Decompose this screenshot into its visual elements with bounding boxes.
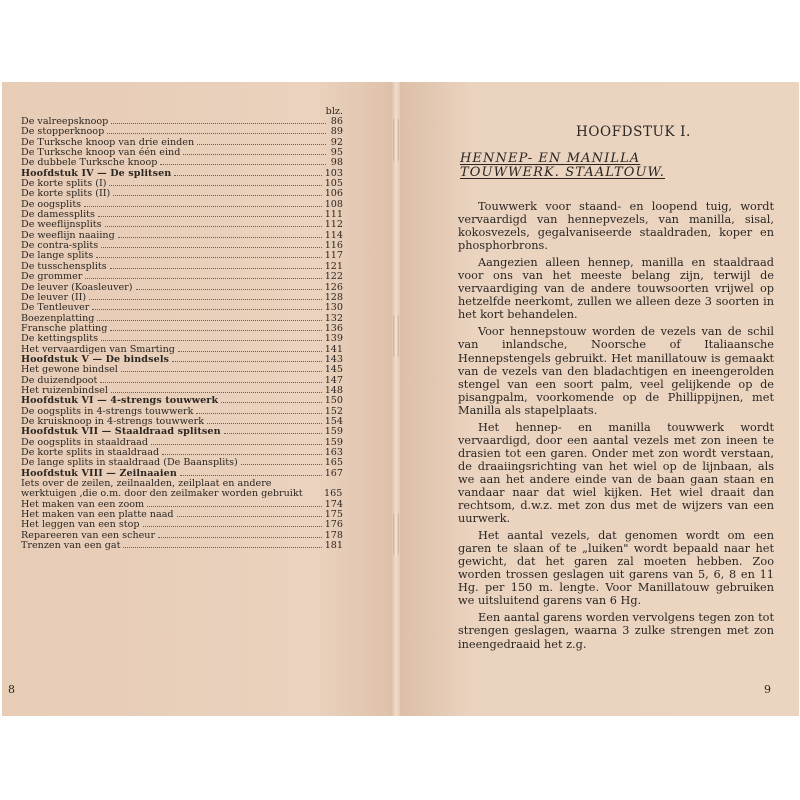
subtitle-line: HENNEP- EN MANILLA	[460, 151, 641, 166]
toc-entry-page: 111	[324, 209, 343, 221]
toc-entry-title: De stopperknoop	[21, 126, 105, 138]
toc-entry-title: De Turksche knoop van één eind	[21, 147, 181, 159]
toc-entry-page: 150	[324, 395, 343, 407]
toc-entry-page: 139	[324, 333, 343, 345]
toc-dot-leader	[118, 237, 322, 238]
toc-entry-page: 154	[324, 415, 343, 427]
toc-entry-page: 148	[324, 384, 343, 396]
toc-entry-title: Het ruizenbindsel	[21, 384, 108, 396]
toc-entry-title: De lange splits	[21, 250, 94, 262]
toc-entry-page: 116	[324, 240, 343, 252]
toc-dot-leader	[151, 444, 322, 445]
toc-dot-leader	[123, 547, 321, 548]
toc-dot-leader	[100, 382, 321, 383]
toc-dot-leader	[110, 268, 322, 269]
toc-entry	[21, 334, 343, 344]
toc-entry-title: Trenzen van een gat	[21, 540, 121, 552]
toc-entry-page: 143	[324, 353, 343, 365]
toc-entry-page: 117	[324, 250, 343, 262]
toc-dot-leader	[180, 475, 322, 476]
toc-entry-title: De leuver (II)	[21, 291, 87, 303]
toc-entry-page: 176	[324, 519, 343, 531]
toc-dot-leader	[172, 361, 322, 362]
toc-entry-page: 145	[324, 364, 343, 376]
toc-dot-leader	[178, 351, 322, 352]
toc-dot-leader	[109, 185, 321, 186]
toc-entry-title: Hoofdstuk V — De bindsels	[21, 353, 170, 365]
toc-entry-title: De oogsplits in 4-strengs touwwerk	[21, 405, 194, 417]
toc-dot-leader	[143, 526, 322, 527]
page-number-left: 8	[8, 683, 15, 696]
toc-dot-leader	[85, 278, 321, 279]
toc-entry-title: Boezenplatting	[21, 312, 95, 324]
toc-entry-title: De oogsplits in staaldraad	[21, 436, 149, 448]
toc-dot-leader	[162, 454, 322, 455]
toc-entry-title: De Tentleuver	[21, 302, 90, 314]
toc-entry-page: 130	[324, 302, 343, 314]
toc-dot-leader	[224, 433, 322, 434]
toc-entry-title: Hoofdstuk VIII — Zeilnaaien	[21, 467, 177, 479]
toc-entry-page: 92	[330, 136, 343, 148]
chapter-subtitle	[460, 152, 755, 180]
toc-entry-page: 122	[324, 271, 343, 283]
table-of-contents	[21, 107, 343, 551]
toc-entry-title: Hoofdstuk IV — De splitsen	[21, 167, 172, 179]
toc-dot-leader	[92, 309, 321, 310]
toc-dot-leader	[107, 133, 326, 134]
toc-entry-page: 89	[330, 126, 343, 138]
toc-entry-title: Het maken van een platte naad	[21, 509, 174, 521]
toc-dot-leader	[158, 537, 322, 538]
right-page	[400, 82, 799, 716]
toc-dot-leader	[136, 289, 322, 290]
toc-entry-title: De damessplits	[21, 209, 95, 221]
toc-entry-title: De korte splits in staaldraad	[21, 447, 160, 458]
toc-entry-page: 141	[324, 343, 343, 355]
toc-dot-leader	[84, 206, 322, 207]
toc-dot-leader	[98, 216, 322, 217]
toc-entry-page: 132	[324, 312, 343, 324]
paragraph: Het aantal vezels, dat genomen wordt om een garen te slaan of te „luiken" wordt bepaald naar het gewicht, dat het garen zal moeten hebben. Zoo worden trossen geslagen uit garens van 5, 6, 8 en 11 Hg. per 150 m. lengte. Voor Manillatouw gebruiken we uitsluitend garens van 6 Hg.	[458, 529, 774, 608]
toc-dot-leader	[110, 330, 321, 331]
toc-entry-title: Het gewone bindsel	[21, 364, 118, 376]
toc-entry-title: Fransche platting	[21, 322, 108, 334]
toc-dot-leader	[177, 516, 322, 517]
toc-entry-title: De Turksche knoop van drie einden	[21, 136, 195, 148]
paragraph: Voor hennepstouw worden de vezels van de schil van inlandsche, Noorsche of Italiaansche Hennepstengels gebruikt. Het manillatouw is gemaakt van de vezels van den bladachtigen en ineengerolden stengel van een soort palm, veel gelijkende op de pisangpalm, voorkomende op de Phillippijnen, met Manilla als stapelplaats.	[458, 325, 774, 417]
binding-stitch	[393, 118, 399, 162]
toc-entry-page: 112	[324, 219, 343, 231]
toc-dot-leader	[160, 164, 326, 165]
paragraph: Aangezien alleen hennep, manilla en staaldraad voor ons van het meeste belang zijn, terwijl de vervaardiging van de andere touwsoorten vrijwel op hetzelfde neerkomt, zullen we alleen deze 3 soorten in het kort behandelen.	[458, 256, 774, 322]
toc-dot-leader	[111, 123, 326, 124]
toc-dot-leader	[241, 464, 322, 465]
toc-entry-page: 105	[324, 178, 343, 190]
toc-entry-page: 103	[324, 167, 343, 179]
left-page	[2, 82, 394, 716]
toc-entry	[21, 303, 343, 313]
toc-entry-page: 98	[330, 157, 343, 169]
toc-entry-title: De contra-splits	[21, 240, 99, 252]
toc-entry-page: 95	[330, 147, 343, 159]
toc-entry-page: 121	[324, 260, 343, 272]
binding-stitch	[393, 512, 399, 556]
toc-entry-page: 152	[324, 405, 343, 417]
toc-entry-title: Het vervaardigen van Smarting	[21, 343, 175, 355]
toc-entry-page: 174	[324, 498, 343, 510]
toc-dot-leader	[221, 402, 321, 403]
toc-entry	[21, 541, 343, 551]
toc-entry-page: 128	[324, 291, 343, 303]
toc-entry	[21, 479, 343, 500]
toc-entry-title: De weeflijnsplits	[21, 219, 102, 231]
toc-entry-title: De korte splits (II)	[21, 188, 111, 200]
paragraph: Het hennep- en manilla touwwerk wordt vervaardigd, door een aantal vezels met zon ineen te drasien tot een garen. Onder met zon wordt verstaan, de draaiingsrichting van het wiel op de lijnbaan, als we aan het andere einde van de baan gaan staan en vandaar naar dat wiel kijken. Het wiel draait dan rechtsom, d.w.z. met zon dus met de wijzers van een uurwerk.	[458, 420, 774, 526]
body-text	[458, 200, 774, 655]
toc-dot-leader	[97, 320, 321, 321]
toc-entry-title: De kettingsplits	[21, 333, 98, 345]
toc-entry-title: De tusschensplits	[21, 260, 107, 272]
toc-entry-page: 126	[324, 281, 343, 293]
toc-dot-leader	[113, 195, 321, 196]
toc-entry-page: 178	[324, 529, 343, 541]
paragraph: Een aantal garens worden vervolgens tegen zon tot strengen geslagen, waarna 3 zulke strengen met zon ineengedraaid het z.g.	[458, 611, 774, 651]
toc-entry-title: De valreepsknoop	[21, 116, 109, 127]
toc-entry-page: 165	[324, 488, 343, 500]
toc-entry-title: De dubbele Turksche knoop	[21, 157, 158, 169]
toc-entry	[21, 272, 343, 282]
toc-rows	[21, 117, 343, 551]
toc-entry-title: De duizendpoot	[21, 374, 98, 386]
toc-entry-title: Hoofdstuk VII — Staaldraad splitsen	[21, 426, 221, 438]
page-number-right: 9	[764, 683, 771, 696]
binding-stitch	[393, 314, 399, 358]
toc-entry-page: 159	[324, 436, 343, 448]
toc-entry-page: 147	[324, 374, 343, 386]
toc-entry-page: 108	[324, 198, 343, 210]
toc-dot-leader	[105, 226, 322, 227]
toc-dot-leader	[207, 423, 322, 424]
toc-dot-leader	[147, 506, 322, 507]
toc-entry-title: De kruisknoop in 4-strengs touwwerk	[21, 415, 205, 427]
book-spread	[2, 82, 799, 716]
toc-dot-leader	[183, 154, 326, 155]
toc-dot-leader	[101, 247, 322, 248]
toc-column-header: blz.	[325, 106, 343, 117]
toc-entry-title: De korte splits (I)	[21, 178, 107, 190]
paragraph: Touwwerk voor staand- en loopend tuig, wordt vervaardigd van hennepvezels, van manilla, sisal, kokosvezels, gegalvaniseerde staaldraden, koper en phosphorbrons.	[458, 200, 774, 253]
toc-entry-page: 86	[330, 116, 343, 127]
toc-entry-title: De oogsplits	[21, 198, 82, 210]
toc-entry-title: Hoofdstuk VI — 4-strengs touwwerk	[21, 395, 219, 407]
toc-dot-leader	[101, 340, 322, 341]
toc-entry-title: Repareeren van een scheur	[21, 529, 156, 541]
toc-entry-page: 106	[324, 188, 343, 200]
toc-entry-title: De grommer	[21, 271, 83, 283]
toc-entry-title: De lange splits in staaldraad (De Baansplits)	[21, 457, 238, 469]
toc-dot-leader	[174, 175, 321, 176]
toc-entry-title: Het maken van een zoom	[21, 498, 145, 510]
toc-dot-leader	[196, 413, 321, 414]
toc-entry-page: 136	[324, 322, 343, 334]
toc-dot-leader	[89, 299, 322, 300]
toc-dot-leader	[111, 392, 322, 393]
subtitle-line: TOUWWERK. STAALTOUW.	[460, 165, 665, 180]
toc-entry-page: 175	[324, 509, 343, 521]
toc-entry-page: 181	[324, 540, 343, 552]
toc-entry-page: 114	[324, 229, 343, 241]
toc-dot-leader	[96, 257, 321, 258]
toc-entry-page: 165	[324, 457, 343, 469]
toc-entry-page: 167	[324, 467, 343, 479]
toc-dot-leader	[121, 371, 322, 372]
toc-entry-page: 163	[324, 447, 343, 458]
toc-entry-title: De weeflijn naaiing	[21, 229, 115, 241]
toc-entry-title: De leuver (Koasleuver)	[21, 281, 133, 293]
toc-entry-page: 159	[324, 426, 343, 438]
toc-entry-title: Het leggen van een stop	[21, 519, 140, 531]
chapter-title: HOOFDSTUK I.	[576, 124, 691, 140]
toc-entry-title: Iets over de zeilen, zeilnaalden, zeilplaat en andere werktuigen ,die o.m. door den zeilmaker worden gebruikt	[21, 478, 303, 500]
toc-dot-leader	[197, 144, 326, 145]
